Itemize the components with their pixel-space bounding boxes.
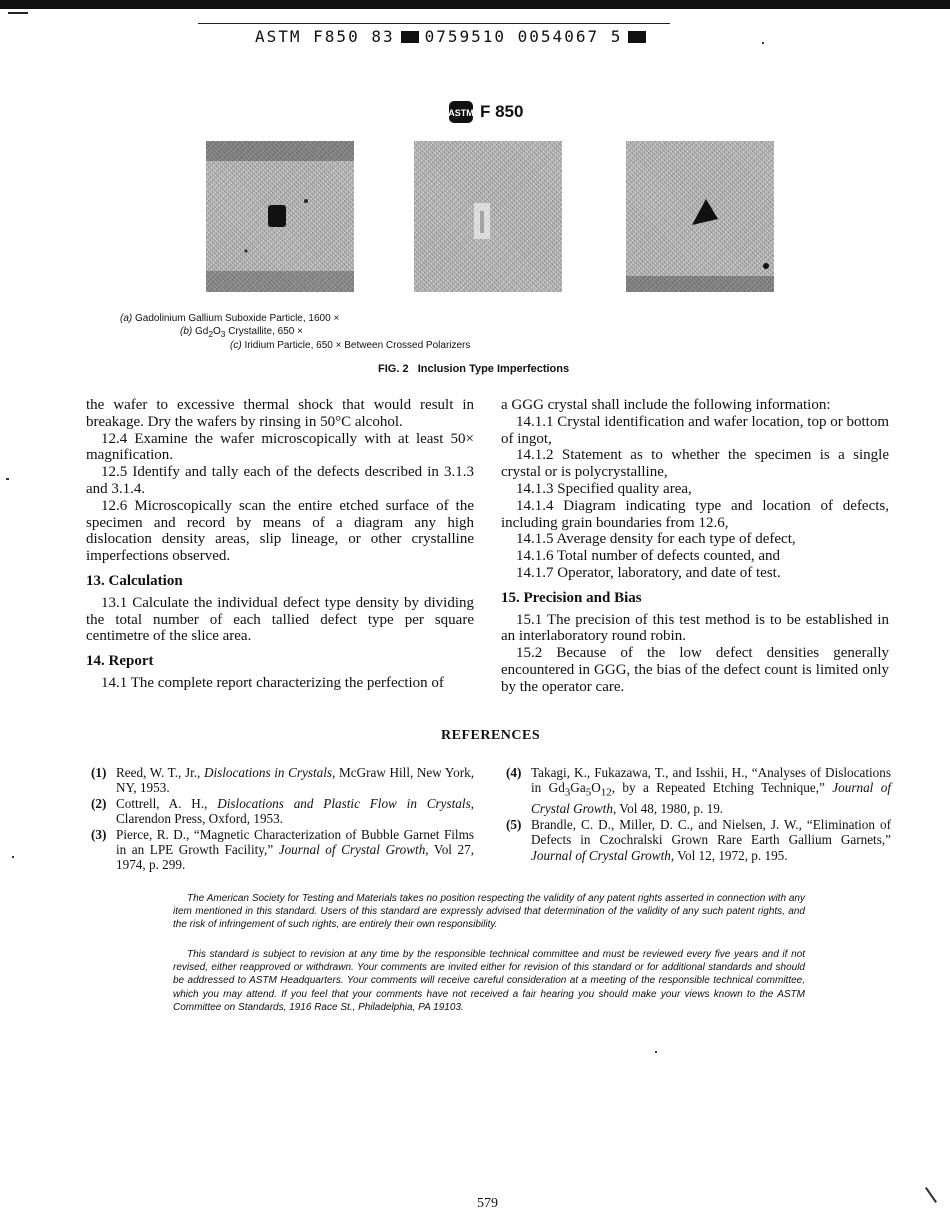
document-control-code — [255, 27, 652, 46]
references-right — [506, 765, 891, 863]
scan-speck — [6, 478, 9, 480]
black-block-icon — [628, 31, 646, 43]
designation-label: F 850 — [480, 102, 524, 121]
section-heading: 15. Precision and Bias — [501, 589, 642, 606]
paragraph: 12.5 Identify and tally each of the defects described in 3.1.3 and 3.1.4. — [86, 464, 474, 497]
micrograph-c — [626, 141, 774, 292]
scan-speck — [655, 1051, 657, 1053]
code-right: 5 — [610, 27, 623, 46]
references-left — [91, 765, 474, 873]
list-item: 14.1.6 Total number of defects counted, and — [516, 548, 781, 565]
caption-b: (b) $Gd_2O_3$ Crystallite, 650 × — [180, 326, 303, 339]
caption-a: (a) Gadolinium Gallium Suboxide Particle, 1600 × — [120, 313, 340, 324]
reference-item: (2) Cottrell, A. H., Dislocations and Plastic Flow in Crystals, Clarendon Press, Oxford, 1953. — [91, 795, 474, 827]
micrograph-a — [206, 141, 354, 292]
reference-item: (3) Pierce, R. D., “Magnetic Characterization of Bubble Garnet Films in an LPE Growth Facility,” Journal of Crystal Growth, Vol 27, 1974, p. 299. — [91, 826, 475, 873]
scan-speck — [925, 1187, 937, 1203]
scan-top-border — [0, 0, 950, 9]
list-item: 14.1.1 Crystal identification and wafer location, top or bottom of ingot, — [501, 413, 889, 447]
list-item: 14.1.3 Specified quality area, — [516, 480, 692, 497]
paragraph: 15.1 The precision of this test method is to be established in an interlaboratory round robin. — [501, 611, 889, 645]
code-mid: 0759510 0054067 — [424, 27, 600, 46]
list-item: 14.1.7 Operator, laboratory, and date of test. — [516, 564, 781, 581]
paragraph: the wafer to excessive thermal shock that would result in breakage. Dry the wafers by rinsing in 50°C alcohol. — [86, 397, 474, 430]
reference-item: (4) Takagi, K., Fukazawa, T., and Isshii, H., “Analyses of Dislocations in $Gd_3Ga_5O_{12}$, by a Repeated Etching Technique,” Journal of Crystal Growth, Vol 48, 1980, p. 19. — [506, 765, 891, 817]
list-item: 14.1.5 Average density for each type of defect, — [516, 531, 796, 548]
scan-mark — [8, 12, 28, 14]
revision-notice: This standard is subject to revision at any time by the responsible technical committee and must be reviewed every five years and if not revised, either reapproved or withdrawn. Your comments are invited either for revision of this standard or for additional standards and should be addressed to ASTM Headquarters. Your comments will receive careful consideration at a meeting of the responsible technical committee, which you may attend. If you feel that your comments have not received a fair hearing you should make your views known to the ASTM Committee on Standards, 1916 Race St., Philadelphia, PA 19103. — [173, 949, 805, 1013]
suboxide-particle-icon — [206, 141, 354, 292]
scan-speck — [762, 42, 764, 44]
reference-item: (5) Brandle, C. D., Miller, D. C., and Nielsen, J. W., “Elimination of Defects in Czochralski Grown Rare Earth Gallium Garnets,” Journal of Crystal Growth, Vol 12, 1972, p. 195. — [506, 816, 891, 863]
paragraph: a GGG crystal shall include the following information: — [501, 397, 831, 413]
figure-title: FIG. 2 Inclusion Type Imperfections — [378, 363, 570, 375]
header-rule — [198, 23, 670, 24]
list-item: 14.1.4 Diagram indicating type and location of defects, including grain boundaries from 12.6, — [501, 497, 889, 531]
paragraph: 13.1 Calculate the individual defect type density by dividing the total number of each tallied defect type per square centimetre of the slice area. — [86, 594, 474, 645]
svg-text:ASTM: ASTM — [448, 108, 474, 118]
code-left: ASTM F850 83 — [255, 27, 395, 46]
astm-logo-icon — [448, 100, 474, 124]
patent-notice: The American Society for Testing and Materials takes no position respecting the validity of any patent rights asserted in connection with any item mentioned in this standard. Users of this standard are expressly advised that determination of the validity of any such patent rights, and the risk of infringement of such rights, are entirely their own responsibility. — [173, 893, 805, 931]
section-heading: 13. Calculation — [86, 572, 183, 589]
paragraph: 12.4 Examine the wafer microscopically with at least 50× magnification. — [86, 430, 474, 464]
crystallite-icon — [414, 141, 562, 292]
page-number: 579 — [477, 1196, 498, 1211]
micrograph-b — [414, 141, 562, 292]
black-block-icon — [401, 31, 419, 43]
scan-speck — [12, 856, 14, 858]
right-column — [501, 397, 889, 696]
reference-item: (1) Reed, W. T., Jr., Dislocations in Crystals, McGraw Hill, New York, NY, 1953. — [91, 765, 474, 796]
section-heading: 14. Report — [86, 653, 154, 670]
references-heading: REFERENCES — [441, 728, 541, 743]
paragraph: 14.1 The complete report characterizing the perfection of — [101, 674, 444, 691]
paragraph: 15.2 Because of the low defect densities generally encountered in GGG, the bias of the defect count is limited only by the operator care. — [501, 645, 889, 695]
standard-designation — [448, 100, 523, 124]
caption-c: (c) Iridium Particle, 650 × Between Crossed Polarizers — [230, 340, 471, 351]
iridium-particle-icon — [626, 141, 774, 292]
list-item: 14.1.2 Statement as to whether the specimen is a single crystal or is polycrystalline, — [501, 447, 889, 481]
left-column — [86, 397, 474, 692]
paragraph: 12.6 Microscopically scan the entire etched surface of the specimen and record by means of a diagram any high dislocation density areas, slip lineage, or other crystalline imperfections observed. — [86, 497, 474, 565]
